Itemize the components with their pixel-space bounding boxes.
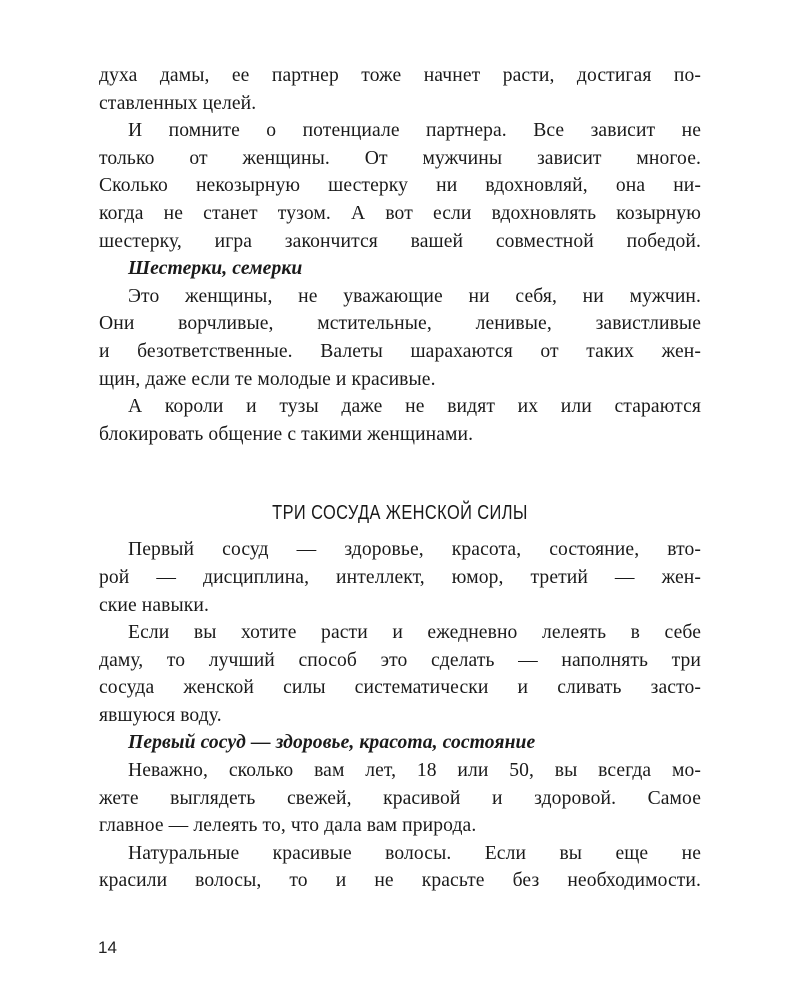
section-heading: ТРИ СОСУДА ЖЕНСКОЙ СИЛЫ (272, 502, 528, 525)
text-line: Это женщины, не уважающие ни себя, ни мужчин. (128, 285, 701, 307)
text-line: сосуда женской силы систематически и сливать засто- (99, 677, 701, 699)
text-line: Они ворчливые, мстительные, ленивые, завистливые (99, 313, 701, 335)
text-line: главное — лелеять то, что дала вам природа. (99, 815, 477, 837)
text-line: щин, даже если те молодые и красивые. (99, 368, 436, 390)
text-line: блокировать общение с такими женщинами. (99, 423, 474, 445)
subheading: Первый сосуд — здоровье, красота, состояние (128, 732, 536, 754)
section-spacer (99, 448, 701, 496)
page-number: 14 (98, 938, 117, 957)
text-line: духа дамы, ее партнер тоже начнет расти, достигая по- (99, 65, 701, 86)
text-line: шестерку, игра закончится вашей совместной победой. (99, 230, 701, 252)
text-line: А короли и тузы даже не видят их или стараются (128, 396, 701, 418)
text-line: рой — дисциплина, интеллект, юмор, третий — жен- (99, 566, 701, 588)
text-line: даму, то лучший способ это сделать — наполнять три (99, 649, 701, 671)
text-line: Если вы хотите расти и ежедневно лелеять в себе (128, 622, 701, 644)
text-line: жете выглядеть свежей, красивой и здоровой. Самое (99, 787, 701, 809)
text-line: явшуюся воду. (99, 704, 222, 726)
text-line: Сколько некозырную шестерку ни вдохновляй, она ни- (99, 175, 701, 197)
page-content (99, 62, 701, 895)
text-line: Неважно, сколько вам лет, 18 или 50, вы всегда мо- (128, 760, 701, 782)
text-line: Натуральные красивые волосы. Если вы еще не (128, 842, 701, 864)
text-line: Первый сосуд — здоровье, красота, состояние, вто- (128, 539, 701, 561)
text-line: и безответственные. Валеты шарахаются от таких жен- (99, 340, 701, 362)
text-line: ставленных целей. (99, 92, 257, 114)
subheading: Шестерки, семерки (128, 258, 303, 280)
text-line: красили волосы, то и не красьте без необходимости. (99, 870, 701, 892)
text-line: И помните о потенциале партнера. Все зависит не (128, 120, 701, 142)
text-line: только от женщины. От мужчины зависит многое. (99, 147, 701, 169)
text-line: ские навыки. (99, 594, 209, 616)
text-line: когда не станет тузом. А вот если вдохновлять козырную (99, 202, 701, 224)
